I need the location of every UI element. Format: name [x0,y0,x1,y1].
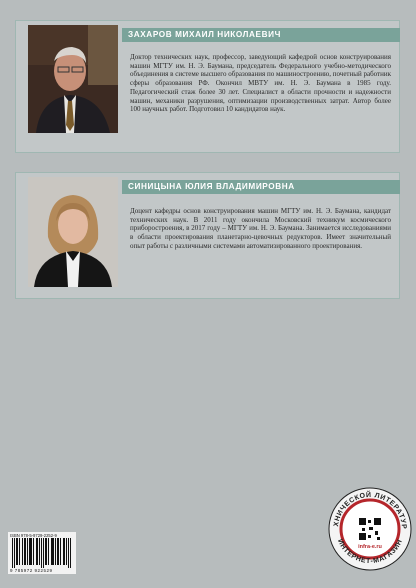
author-bio-sinitsyna: Доцент кафедры основ конструирования машин МГТУ им. Н. Э. Баумана, кандидат технических наук. В 2011 году окончила Московский техникум космического приборостроения, в 2017 году – МГТУ им. Н. Э. Баумана. Занимается исследованиями в области проектирования планетарно-цевочных редукторов. Имеет значительный опыт работы с различными системами автоматизированного проектирования. [130,207,391,250]
author-card-sinitsyna [15,172,400,299]
author-photo-zakharov [28,25,118,133]
stamp-site: infra-e.ru [358,544,382,550]
publisher-stamp [328,487,412,571]
barcode-icon [10,538,74,568]
isbn-barcode [8,532,76,574]
isbn-digits: 9 785972 922529 [10,568,53,573]
isbn-label: ISBN 978-5-9729-2252-9 [10,533,57,538]
stamp-ring-top: ХНИЧЕСКОЙ ЛИТЕРАТУР [333,491,408,530]
author-photo-sinitsyna [28,177,118,287]
author-bio-zakharov: Доктор технических наук, профессор, заведующий кафедрой основ конструирования машин МГТУ им. Н. Э. Баумана, председатель Федерального учебно-методического объединения в системе высшего образования по машиностроению, почетный работник сферы образования РФ. Окончил МВТУ им. Н. Э. Баумана в 1985 году. Педагогический стаж более 30 лет. Специалист в области прочности и надежности машин, механики разрушения, оптимизации производственных затрат. Автор более 100 научных работ. Подготовил 10 кандидатов наук. [130,53,391,114]
qr-code-icon [358,517,382,541]
author-name-sinitsyna: СИНИЦЫНА ЮЛИЯ ВЛАДИМИРОВНА [122,180,400,194]
stamp-ring-bottom: ИНТЕРНЕТ-МАГАЗИН [335,538,405,566]
author-name-zakharov: ЗАХАРОВ МИХАИЛ НИКОЛАЕВИЧ [122,28,400,42]
author-card-zakharov [15,20,400,153]
